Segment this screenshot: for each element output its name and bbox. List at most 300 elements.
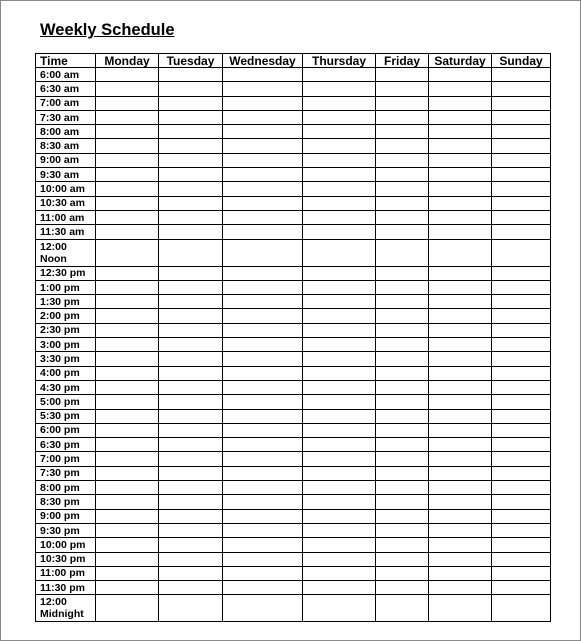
time-cell: 7:00 am — [36, 96, 96, 110]
schedule-cell[interactable] — [159, 481, 223, 495]
schedule-cell[interactable] — [376, 395, 429, 409]
schedule-cell[interactable] — [223, 495, 303, 509]
schedule-cell[interactable] — [492, 452, 551, 466]
schedule-cell[interactable] — [159, 210, 223, 224]
schedule-cell[interactable] — [96, 352, 159, 366]
schedule-cell[interactable] — [223, 452, 303, 466]
schedule-cell[interactable] — [376, 182, 429, 196]
schedule-cell[interactable] — [303, 380, 376, 394]
schedule-cell[interactable] — [492, 552, 551, 566]
schedule-cell[interactable] — [159, 423, 223, 437]
schedule-cell[interactable] — [223, 225, 303, 239]
schedule-cell[interactable] — [223, 139, 303, 153]
table-row — [36, 395, 551, 409]
schedule-cell[interactable] — [376, 225, 429, 239]
schedule-cell[interactable] — [492, 523, 551, 537]
schedule-cell[interactable] — [303, 423, 376, 437]
schedule-cell[interactable] — [223, 395, 303, 409]
schedule-cell[interactable] — [492, 423, 551, 437]
table-row — [36, 581, 551, 595]
schedule-cell[interactable] — [303, 352, 376, 366]
schedule-cell[interactable] — [376, 82, 429, 96]
schedule-cell[interactable] — [429, 409, 492, 423]
schedule-cell[interactable] — [303, 538, 376, 552]
schedule-cell[interactable] — [376, 566, 429, 580]
schedule-cell[interactable] — [492, 438, 551, 452]
schedule-cell[interactable] — [376, 581, 429, 595]
schedule-cell[interactable] — [492, 210, 551, 224]
schedule-cell[interactable] — [376, 196, 429, 210]
schedule-cell[interactable] — [492, 153, 551, 167]
schedule-cell[interactable] — [492, 380, 551, 394]
schedule-cell[interactable] — [223, 566, 303, 580]
schedule-cell[interactable] — [376, 481, 429, 495]
schedule-cell[interactable] — [492, 566, 551, 580]
schedule-cell[interactable] — [159, 466, 223, 480]
schedule-cell[interactable] — [159, 338, 223, 352]
schedule-cell[interactable] — [492, 239, 551, 266]
schedule-cell[interactable] — [376, 139, 429, 153]
time-cell: 6:30 am — [36, 82, 96, 96]
schedule-cell[interactable] — [159, 82, 223, 96]
schedule-cell[interactable] — [429, 323, 492, 337]
column-header-sunday: Sunday — [492, 54, 551, 68]
schedule-cell[interactable] — [159, 495, 223, 509]
schedule-cell[interactable] — [96, 566, 159, 580]
schedule-cell[interactable] — [429, 538, 492, 552]
schedule-cell[interactable] — [492, 409, 551, 423]
schedule-cell[interactable] — [96, 168, 159, 182]
schedule-cell[interactable] — [303, 438, 376, 452]
column-header-time: Time — [36, 54, 96, 68]
schedule-cell[interactable] — [96, 495, 159, 509]
schedule-cell[interactable] — [223, 168, 303, 182]
schedule-cell[interactable] — [96, 210, 159, 224]
schedule-cell[interactable] — [303, 309, 376, 323]
schedule-cell[interactable] — [429, 168, 492, 182]
time-cell: 8:30 am — [36, 139, 96, 153]
time-cell: 3:00 pm — [36, 338, 96, 352]
schedule-cell[interactable] — [492, 266, 551, 280]
schedule-cell[interactable] — [303, 552, 376, 566]
schedule-cell[interactable] — [223, 509, 303, 523]
schedule-cell[interactable] — [429, 366, 492, 380]
schedule-cell[interactable] — [96, 538, 159, 552]
schedule-cell[interactable] — [492, 295, 551, 309]
schedule-cell[interactable] — [429, 196, 492, 210]
schedule-cell[interactable] — [492, 538, 551, 552]
schedule-cell[interactable] — [223, 182, 303, 196]
schedule-cell[interactable] — [376, 280, 429, 294]
schedule-cell[interactable] — [376, 153, 429, 167]
schedule-cell[interactable] — [429, 266, 492, 280]
table-row — [36, 423, 551, 437]
schedule-cell[interactable] — [96, 338, 159, 352]
schedule-cell[interactable] — [96, 266, 159, 280]
schedule-cell[interactable] — [96, 466, 159, 480]
schedule-cell[interactable] — [96, 380, 159, 394]
schedule-cell[interactable] — [429, 395, 492, 409]
schedule-cell[interactable] — [223, 110, 303, 124]
table-row — [36, 266, 551, 280]
schedule-cell[interactable] — [492, 338, 551, 352]
schedule-cell[interactable] — [159, 96, 223, 110]
schedule-cell[interactable] — [96, 239, 159, 266]
schedule-cell[interactable] — [429, 153, 492, 167]
schedule-cell[interactable] — [492, 509, 551, 523]
schedule-cell[interactable] — [376, 538, 429, 552]
schedule-cell[interactable] — [223, 595, 303, 622]
schedule-cell[interactable] — [223, 153, 303, 167]
time-cell: 12:00 Noon — [36, 239, 96, 266]
schedule-cell[interactable] — [429, 481, 492, 495]
schedule-cell[interactable] — [492, 110, 551, 124]
schedule-cell[interactable] — [429, 581, 492, 595]
time-cell: 3:30 pm — [36, 352, 96, 366]
schedule-cell[interactable] — [376, 266, 429, 280]
schedule-cell[interactable] — [96, 295, 159, 309]
schedule-cell[interactable] — [96, 309, 159, 323]
schedule-cell[interactable] — [492, 395, 551, 409]
table-row — [36, 196, 551, 210]
schedule-cell[interactable] — [159, 395, 223, 409]
schedule-cell[interactable] — [96, 68, 159, 82]
schedule-cell[interactable] — [429, 566, 492, 580]
time-cell: 8:00 am — [36, 125, 96, 139]
time-cell: 8:00 pm — [36, 481, 96, 495]
schedule-cell[interactable] — [159, 595, 223, 622]
schedule-cell[interactable] — [429, 182, 492, 196]
schedule-cell[interactable] — [303, 509, 376, 523]
schedule-cell[interactable] — [303, 595, 376, 622]
schedule-cell[interactable] — [96, 452, 159, 466]
schedule-cell[interactable] — [96, 182, 159, 196]
schedule-cell[interactable] — [429, 68, 492, 82]
schedule-cell[interactable] — [303, 338, 376, 352]
schedule-cell[interactable] — [96, 395, 159, 409]
schedule-cell[interactable] — [303, 566, 376, 580]
schedule-cell[interactable] — [303, 366, 376, 380]
table-row — [36, 438, 551, 452]
schedule-cell[interactable] — [159, 366, 223, 380]
schedule-cell[interactable] — [303, 280, 376, 294]
time-cell: 10:00 pm — [36, 538, 96, 552]
schedule-cell[interactable] — [96, 509, 159, 523]
schedule-cell[interactable] — [492, 323, 551, 337]
time-cell: 8:30 pm — [36, 495, 96, 509]
schedule-cell[interactable] — [303, 96, 376, 110]
schedule-cell[interactable] — [303, 395, 376, 409]
schedule-cell[interactable] — [159, 323, 223, 337]
schedule-cell[interactable] — [159, 295, 223, 309]
schedule-cell[interactable] — [429, 423, 492, 437]
table-row — [36, 366, 551, 380]
schedule-cell[interactable] — [223, 409, 303, 423]
schedule-cell[interactable] — [96, 225, 159, 239]
schedule-cell[interactable] — [429, 96, 492, 110]
schedule-cell[interactable] — [159, 125, 223, 139]
schedule-cell[interactable] — [159, 309, 223, 323]
schedule-cell[interactable] — [159, 196, 223, 210]
schedule-cell[interactable] — [223, 210, 303, 224]
schedule-cell[interactable] — [429, 438, 492, 452]
schedule-cell[interactable] — [492, 68, 551, 82]
table-row — [36, 466, 551, 480]
schedule-cell[interactable] — [376, 552, 429, 566]
schedule-cell[interactable] — [223, 581, 303, 595]
schedule-cell[interactable] — [492, 182, 551, 196]
schedule-cell[interactable] — [159, 68, 223, 82]
schedule-cell[interactable] — [96, 423, 159, 437]
schedule-cell[interactable] — [429, 552, 492, 566]
table-row — [36, 552, 551, 566]
schedule-cell[interactable] — [376, 352, 429, 366]
schedule-cell[interactable] — [159, 153, 223, 167]
table-row — [36, 168, 551, 182]
schedule-cell[interactable] — [223, 481, 303, 495]
schedule-cell[interactable] — [376, 168, 429, 182]
schedule-cell[interactable] — [303, 523, 376, 537]
schedule-cell[interactable] — [492, 96, 551, 110]
time-cell: 12:30 pm — [36, 266, 96, 280]
schedule-cell[interactable] — [429, 309, 492, 323]
schedule-cell[interactable] — [376, 423, 429, 437]
schedule-cell[interactable] — [303, 452, 376, 466]
schedule-cell[interactable] — [429, 452, 492, 466]
time-cell: 2:00 pm — [36, 309, 96, 323]
time-cell: 10:30 pm — [36, 552, 96, 566]
schedule-cell[interactable] — [223, 352, 303, 366]
schedule-cell[interactable] — [303, 68, 376, 82]
schedule-cell[interactable] — [223, 125, 303, 139]
time-cell: 9:00 pm — [36, 509, 96, 523]
schedule-cell[interactable] — [159, 225, 223, 239]
schedule-cell[interactable] — [303, 239, 376, 266]
schedule-cell[interactable] — [492, 495, 551, 509]
schedule-cell[interactable] — [376, 409, 429, 423]
schedule-cell[interactable] — [96, 366, 159, 380]
schedule-cell[interactable] — [303, 481, 376, 495]
schedule-cell[interactable] — [303, 409, 376, 423]
schedule-cell[interactable] — [223, 239, 303, 266]
schedule-cell[interactable] — [429, 239, 492, 266]
schedule-cell[interactable] — [96, 438, 159, 452]
schedule-cell[interactable] — [303, 581, 376, 595]
schedule-cell[interactable] — [492, 481, 551, 495]
time-cell: 6:00 pm — [36, 423, 96, 437]
schedule-cell[interactable] — [376, 438, 429, 452]
schedule-cell[interactable] — [429, 125, 492, 139]
schedule-cell[interactable] — [223, 423, 303, 437]
schedule-cell[interactable] — [159, 452, 223, 466]
schedule-cell[interactable] — [376, 210, 429, 224]
schedule-cell[interactable] — [303, 196, 376, 210]
schedule-cell[interactable] — [376, 366, 429, 380]
schedule-cell[interactable] — [376, 380, 429, 394]
schedule-cell[interactable] — [492, 139, 551, 153]
schedule-cell[interactable] — [492, 581, 551, 595]
schedule-cell[interactable] — [223, 538, 303, 552]
schedule-cell[interactable] — [96, 581, 159, 595]
time-cell: 10:00 am — [36, 182, 96, 196]
schedule-cell[interactable] — [429, 466, 492, 480]
schedule-cell[interactable] — [376, 452, 429, 466]
table-row — [36, 523, 551, 537]
schedule-cell[interactable] — [96, 280, 159, 294]
schedule-cell[interactable] — [303, 295, 376, 309]
table-row — [36, 509, 551, 523]
schedule-cell[interactable] — [223, 466, 303, 480]
schedule-cell[interactable] — [303, 168, 376, 182]
schedule-cell[interactable] — [223, 380, 303, 394]
schedule-cell[interactable] — [96, 323, 159, 337]
schedule-cell[interactable] — [376, 110, 429, 124]
table-row — [36, 352, 551, 366]
schedule-cell[interactable] — [492, 125, 551, 139]
schedule-cell[interactable] — [303, 225, 376, 239]
schedule-cell[interactable] — [96, 96, 159, 110]
schedule-cell[interactable] — [223, 280, 303, 294]
schedule-cell[interactable] — [159, 438, 223, 452]
schedule-cell[interactable] — [223, 68, 303, 82]
schedule-cell[interactable] — [159, 352, 223, 366]
schedule-cell[interactable] — [96, 523, 159, 537]
schedule-cell[interactable] — [159, 239, 223, 266]
schedule-cell[interactable] — [429, 82, 492, 96]
schedule-cell[interactable] — [159, 110, 223, 124]
schedule-cell[interactable] — [376, 523, 429, 537]
schedule-cell[interactable] — [159, 538, 223, 552]
schedule-cell[interactable] — [376, 309, 429, 323]
schedule-cell[interactable] — [376, 125, 429, 139]
schedule-cell[interactable] — [223, 523, 303, 537]
table-row — [36, 452, 551, 466]
schedule-cell[interactable] — [303, 139, 376, 153]
schedule-cell[interactable] — [159, 266, 223, 280]
schedule-cell[interactable] — [159, 552, 223, 566]
schedule-cell[interactable] — [96, 409, 159, 423]
time-cell: 11:00 am — [36, 210, 96, 224]
schedule-cell[interactable] — [492, 466, 551, 480]
schedule-cell[interactable] — [429, 595, 492, 622]
schedule-cell[interactable] — [303, 182, 376, 196]
schedule-cell[interactable] — [429, 295, 492, 309]
schedule-cell[interactable] — [376, 295, 429, 309]
time-cell: 11:30 am — [36, 225, 96, 239]
schedule-cell[interactable] — [223, 323, 303, 337]
table-row — [36, 182, 551, 196]
schedule-cell[interactable] — [223, 438, 303, 452]
schedule-cell[interactable] — [492, 366, 551, 380]
schedule-cell[interactable] — [376, 338, 429, 352]
schedule-cell[interactable] — [223, 266, 303, 280]
schedule-cell[interactable] — [492, 168, 551, 182]
schedule-cell[interactable] — [96, 82, 159, 96]
schedule-cell[interactable] — [492, 196, 551, 210]
schedule-cell[interactable] — [223, 366, 303, 380]
schedule-cell[interactable] — [492, 309, 551, 323]
schedule-cell[interactable] — [223, 295, 303, 309]
schedule-cell[interactable] — [429, 139, 492, 153]
schedule-cell[interactable] — [159, 168, 223, 182]
schedule-cell[interactable] — [96, 139, 159, 153]
schedule-cell[interactable] — [159, 581, 223, 595]
schedule-cell[interactable] — [429, 509, 492, 523]
schedule-cell[interactable] — [376, 595, 429, 622]
schedule-cell[interactable] — [96, 595, 159, 622]
schedule-cell[interactable] — [96, 125, 159, 139]
schedule-cell[interactable] — [376, 68, 429, 82]
schedule-cell[interactable] — [492, 595, 551, 622]
schedule-cell[interactable] — [303, 323, 376, 337]
schedule-cell[interactable] — [303, 495, 376, 509]
schedule-cell[interactable] — [376, 509, 429, 523]
schedule-cell[interactable] — [429, 280, 492, 294]
schedule-cell[interactable] — [429, 225, 492, 239]
schedule-cell[interactable] — [159, 380, 223, 394]
schedule-cell[interactable] — [376, 239, 429, 266]
schedule-cell[interactable] — [159, 182, 223, 196]
schedule-cell[interactable] — [223, 96, 303, 110]
schedule-cell[interactable] — [376, 466, 429, 480]
schedule-cell[interactable] — [159, 523, 223, 537]
schedule-cell[interactable] — [159, 566, 223, 580]
schedule-cell[interactable] — [492, 225, 551, 239]
schedule-cell[interactable] — [223, 309, 303, 323]
time-cell: 2:30 pm — [36, 323, 96, 337]
schedule-cell[interactable] — [223, 82, 303, 96]
schedule-cell[interactable] — [303, 266, 376, 280]
table-row — [36, 68, 551, 82]
schedule-cell[interactable] — [376, 323, 429, 337]
schedule-cell[interactable] — [96, 153, 159, 167]
schedule-cell[interactable] — [223, 552, 303, 566]
schedule-cell[interactable] — [159, 139, 223, 153]
schedule-cell[interactable] — [303, 466, 376, 480]
schedule-cell[interactable] — [492, 352, 551, 366]
schedule-cell[interactable] — [96, 196, 159, 210]
header-row — [36, 54, 551, 68]
schedule-cell[interactable] — [159, 409, 223, 423]
schedule-cell[interactable] — [429, 380, 492, 394]
schedule-cell[interactable] — [223, 338, 303, 352]
time-cell: 7:00 pm — [36, 452, 96, 466]
schedule-cell[interactable] — [429, 352, 492, 366]
schedule-cell[interactable] — [96, 552, 159, 566]
schedule-cell[interactable] — [376, 495, 429, 509]
schedule-cell[interactable] — [376, 96, 429, 110]
schedule-cell[interactable] — [303, 110, 376, 124]
schedule-cell[interactable] — [492, 82, 551, 96]
schedule-cell[interactable] — [303, 153, 376, 167]
schedule-cell[interactable] — [159, 280, 223, 294]
schedule-cell[interactable] — [303, 82, 376, 96]
schedule-cell[interactable] — [303, 125, 376, 139]
schedule-cell[interactable] — [96, 481, 159, 495]
schedule-cell[interactable] — [429, 210, 492, 224]
schedule-cell[interactable] — [492, 280, 551, 294]
schedule-cell[interactable] — [429, 338, 492, 352]
schedule-cell[interactable] — [429, 523, 492, 537]
schedule-cell[interactable] — [159, 509, 223, 523]
schedule-cell[interactable] — [223, 196, 303, 210]
schedule-cell[interactable] — [303, 210, 376, 224]
schedule-cell[interactable] — [429, 110, 492, 124]
schedule-cell[interactable] — [429, 495, 492, 509]
schedule-cell[interactable] — [96, 110, 159, 124]
table-row — [36, 380, 551, 394]
time-cell: 9:00 am — [36, 153, 96, 167]
